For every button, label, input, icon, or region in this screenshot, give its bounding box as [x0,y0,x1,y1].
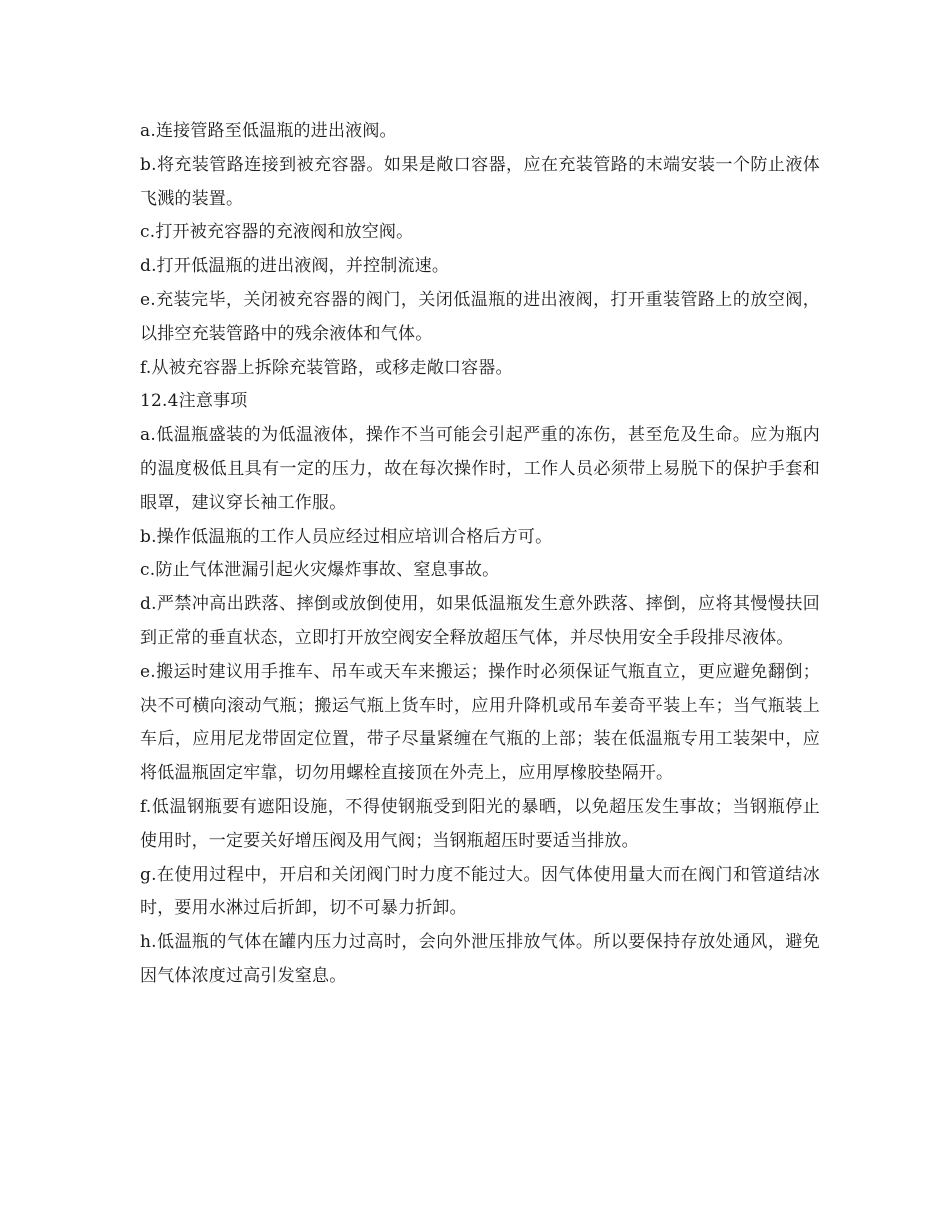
precaution-e-transport: e.搬运时建议用手推车、吊车或天车来搬运；操作时必须保证气瓶直立，更应避免翻倒；决不可横向滚动气瓶；搬运气瓶上货车时，应用升降机或吊车姜奇平装上车；当气瓶装上车后，应用尼龙带固定位置，带子尽量紧缠在气瓶的上部；装在低温瓶专用工装架中，应将低温瓶固定牢靠，切勿用螺栓直接顶在外壳上，应用厚橡胶垫隔开。 [140,661,820,784]
step-c-open-valves: c.打开被充容器的充液阀和放空阀。 [140,222,414,243]
section-heading-precautions: 12.4注意事项 [140,391,248,412]
precaution-c-leak: c.防止气体泄漏引起火灾爆炸事故、窒息事故。 [140,560,500,581]
precaution-g-valve-force: g.在使用过程中，开启和关闭阀门时力度不能过大。因气体使用量大而在阀门和管道结冰时，要用水淋过后折卸，切不可暴力折卸。 [140,864,820,919]
precaution-b-training: b.操作低温瓶的工作人员应经过相应培训合格后方可。 [140,526,553,547]
step-e-finish-filling: e.充装完毕，关闭被充容器的阀门，关闭低温瓶的进出液阀，打开重装管路上的放空阀，以排空充装管路中的残余液体和气体。 [140,289,820,344]
step-f-remove-pipeline: f.从被充容器上拆除充装管路，或移走敞口容器。 [140,357,513,378]
precaution-a-frostbite: a.低温瓶盛装的为低温液体，操作不当可能会引起严重的冻伤，甚至危及生命。应为瓶内的温度极低且具有一定的压力，故在每次操作时，工作人员必须带上易脱下的保护手套和眼罩，建议穿长袖工作服。 [140,425,820,513]
document-body [140,115,820,994]
precaution-f-sunshade: f.低温钢瓶要有遮阳设施，不得使钢瓶受到阳光的暴晒，以免超压发生事故；当钢瓶停止使用时，一定要关好增压阀及用气阀；当钢瓶超压时要适当排放。 [140,796,820,851]
step-a-connect-pipeline: a.连接管路至低温瓶的进出液阀。 [140,121,397,141]
precaution-h-ventilation: h.低温瓶的气体在罐内压力过高时，会向外泄压排放气体。所以要保持存放处通风，避免因气体浓度过高引发窒息。 [140,932,820,986]
step-b-connect-container: b.将充装管路连接到被充容器。如果是敞口容器，应在充装管路的末端安装一个防止液体飞溅的装置。 [140,154,820,209]
step-d-control-flow: d.打开低温瓶的进出液阀，并控制流速。 [140,256,450,277]
precaution-d-falling: d.严禁冲高出跌落、摔倒或放倒使用，如果低温瓶发生意外跌落、摔倒，应将其慢慢扶回到正常的垂直状态，立即打开放空阀安全释放超压气体，并尽快用安全手段排尽液体。 [140,594,820,648]
